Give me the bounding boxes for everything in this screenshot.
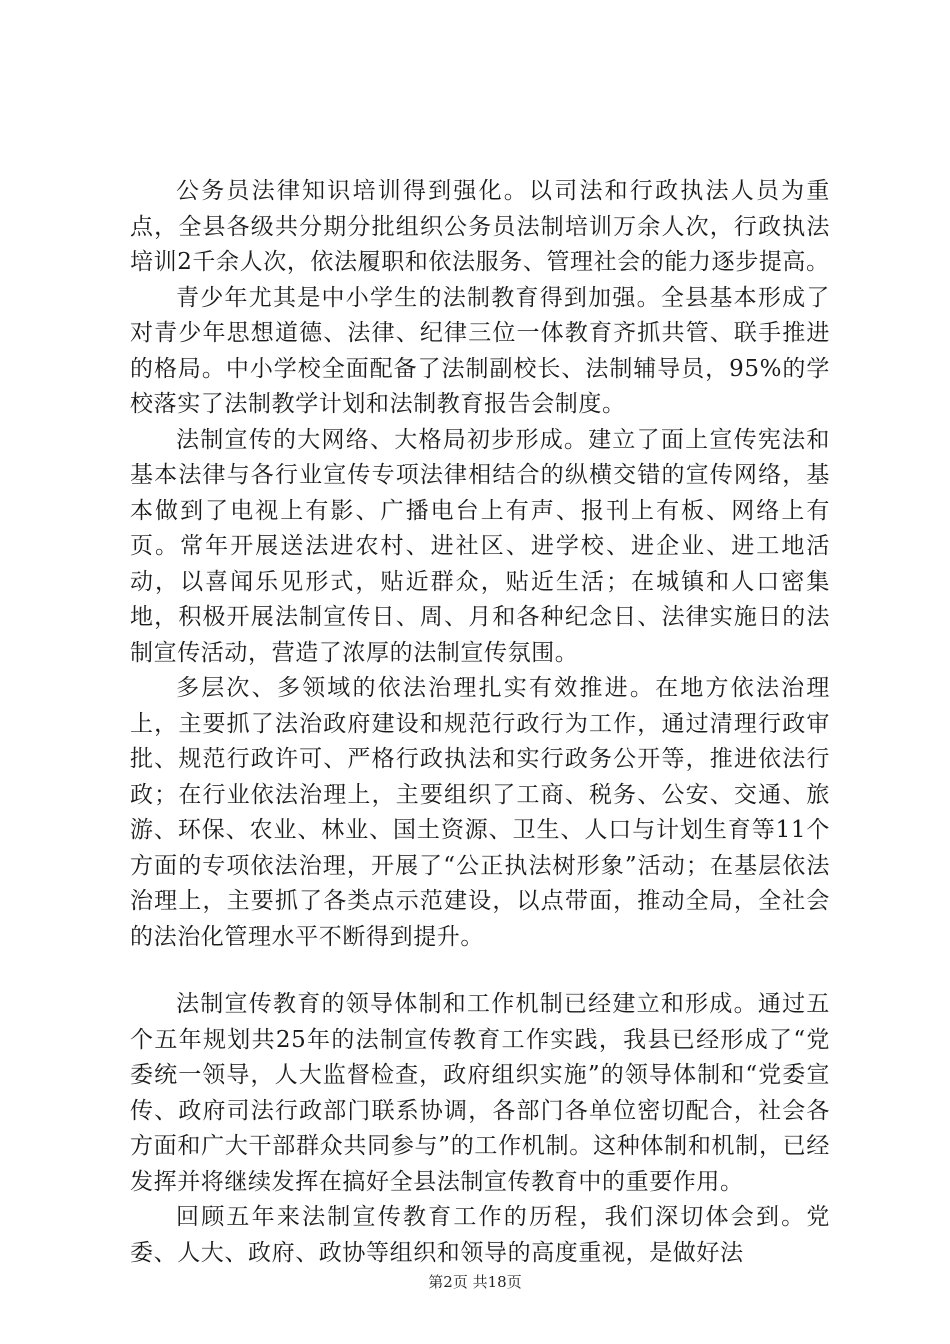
page-number-footer: 第2页 共18页 <box>428 1273 522 1291</box>
paragraph-leadership-system: 法制宣传教育的领导体制和工作机制已经建立和形成。通过五个五年规划共25年的法制宣传教育工作实践，我县已经形成了“党委统一领导，人大监督检查，政府组织实施”的领导体制和“党委宣传、政府司法行政部门联系协调，各部门各单位密切配合，社会各方面和广大干部群众共同参与”的工作机制。这种体制和机制，已经发挥并将继续发挥在搞好全县法制宣传教育中的重要作用。 <box>130 991 830 1195</box>
paragraph-youth-education: 青少年尤其是中小学生的法制教育得到加强。全县基本形成了对青少年思想道德、法律、纪律三位一体教育齐抓共管、联手推进的格局。中小学校全面配备了法制副校长、法制辅导员，95%的学校落实了法制教学计划和法制教育报告会制度。 <box>130 284 830 417</box>
paragraph-publicity-network: 法制宣传的大网络、大格局初步形成。建立了面上宣传宪法和基本法律与各行业宣传专项法律相结合的纵横交错的宣传网络，基本做到了电视上有影、广播电台上有声、报刊上有板、网络上有页。常年开展送法进农村、进社区、进学校、进企业、进工地活动，以喜闻乐见形式，贴近群众，贴近生活；在城镇和人口密集地，积极开展法制宣传日、周、月和各种纪念日、法律实施日的法制宣传活动，营造了浓厚的法制宣传氛围。 <box>130 426 830 666</box>
paragraph-review: 回顾五年来法制宣传教育工作的历程，我们深切体会到。党委、人大、政府、政协等组织和领导的高度重视，是做好法 <box>130 1204 830 1266</box>
document-body <box>130 174 830 1271</box>
paragraph-civil-servant-training: 公务员法律知识培训得到强化。以司法和行政执法人员为重点，全县各级共分期分批组织公务员法制培训万余人次，行政执法培训2千余人次，依法履职和依法服务、管理社会的能力逐步提高。 <box>130 178 830 275</box>
paragraph-governance-by-law: 多层次、多领域的依法治理扎实有效推进。在地方依法治理上，主要抓了法治政府建设和规范行政行为工作，通过清理行政审批、规范行政许可、严格行政执法和实行政务公开等，推进依法行政；在行业依法治理上，主要组织了工商、税务、公安、交通、旅游、环保、农业、林业、国土资源、卫生、人口与计划生育等11个方面的专项依法治理，开展了“公正执法树形象”活动；在基层依法治理上，主要抓了各类点示范建设，以点带面，推动全局，全社会的法治化管理水平不断得到提升。 <box>130 675 830 950</box>
